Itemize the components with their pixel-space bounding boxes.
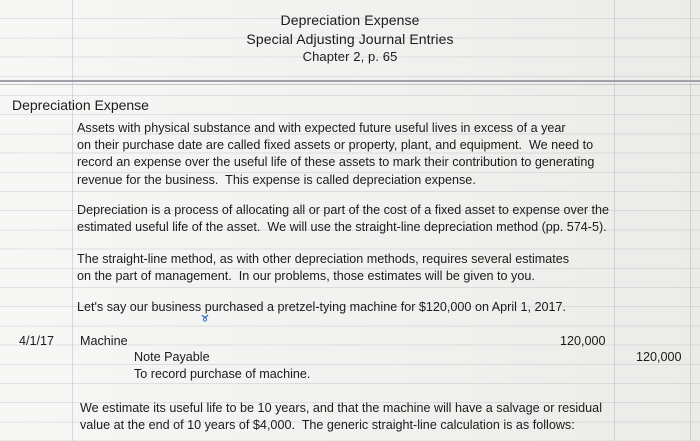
section-heading: Depreciation Expense (12, 97, 149, 113)
paragraph-fixed-assets: Assets with physical substance and with expected future useful lives in excess of a year on their purchase date are called fixed assets or property, plant, and equipment. We need to record an expense over the useful life of these assets to mark their contribution to generating revenue for the business. This expense is called depreciation expense. (77, 121, 595, 187)
journal-credit-account: Note Payable (134, 350, 210, 364)
paragraph-useful-life: We estimate its useful life to be 10 years, and that the machine will have a salvage or residual value at the end of 10 years of $4,000. The generic straight-line calculation is as follows: (80, 401, 602, 433)
column-line (614, 0, 615, 441)
header-divider (0, 80, 700, 82)
column-line (690, 0, 691, 441)
journal-memo: To record purchase of machine. (134, 367, 311, 381)
journal-debit-account: Machine (80, 334, 128, 348)
paragraph-straight-line-method: The straight-line method, as with other depreciation methods, requires several estimates on the part of management. In our problems, those estimates will be given to you. (77, 252, 570, 284)
column-line (72, 0, 73, 441)
header-divider-secondary (0, 84, 700, 85)
cursor-icon (200, 313, 210, 323)
journal-debit-amount: 120,000 (560, 334, 606, 348)
chapter-reference: Chapter 2, p. 65 (302, 49, 398, 64)
page-subtitle: Special Adjusting Journal Entries (246, 31, 454, 47)
page-title: Depreciation Expense (280, 12, 420, 28)
paragraph-purchase-example: Let's say our business purchased a pretzel-tying machine for $120,000 on April 1, 2017. (77, 300, 566, 314)
paragraph-depreciation-definition: Depreciation is a process of allocating all or part of the cost of a fixed asset to expense over the estimated useful life of the asset. We will use the straight-line depreciation method (pp. 574-5). (77, 203, 610, 235)
journal-date: 4/1/17 (19, 334, 55, 348)
journal-credit-amount: 120,000 (636, 350, 682, 364)
